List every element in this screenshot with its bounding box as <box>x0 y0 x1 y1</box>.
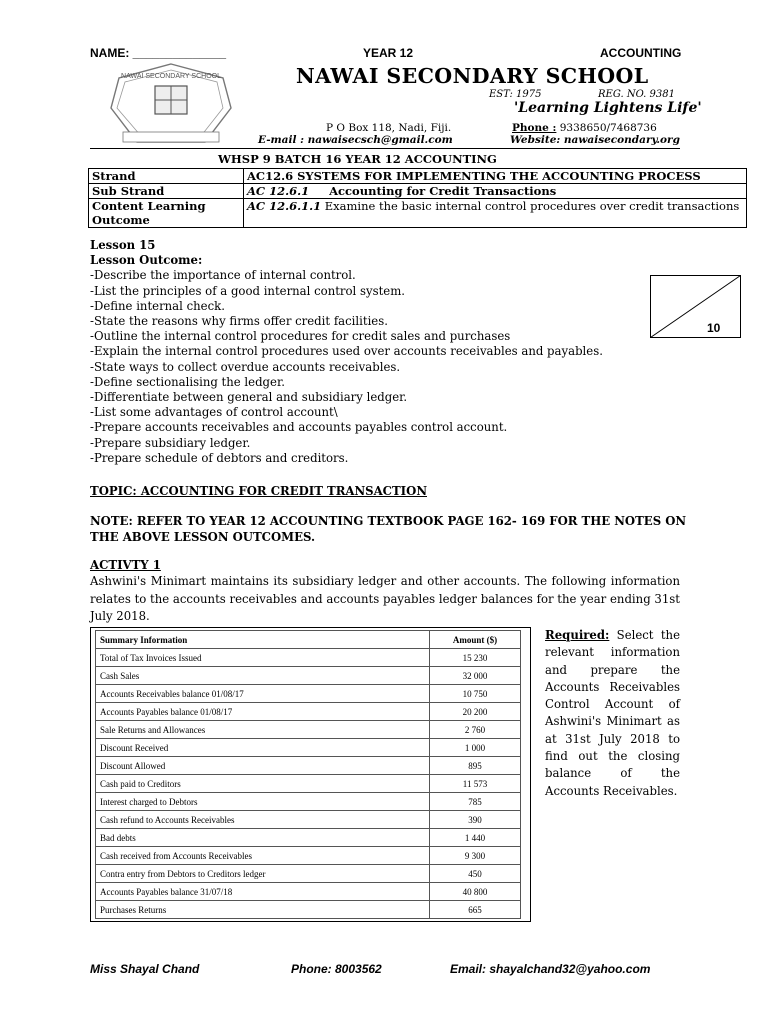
summary-item: Cash received from Accounts Receivables <box>96 847 430 865</box>
activity-text: Ashwini's Minimart maintains its subsidiary ledger and other accounts. The following information relates to the accounts receivables and accounts payables ledger balances for the year ending 31st July 2018. <box>90 574 680 623</box>
table-row <box>96 667 521 685</box>
list-item: -Prepare accounts receivables and accounts payables control account. <box>90 420 508 435</box>
school-logo <box>105 62 237 148</box>
list-item: -List some advantages of control account\ <box>90 405 338 420</box>
summary-amount: 32 000 <box>430 667 521 685</box>
list-item: -Differentiate between general and subsidiary ledger. <box>90 390 408 405</box>
substrand-label: Sub Strand <box>89 184 244 199</box>
table-row <box>89 169 747 184</box>
summary-amount: 390 <box>430 811 521 829</box>
column-header-item: Summary Information <box>96 631 430 649</box>
table-row <box>96 901 521 919</box>
summary-item: Sale Returns and Allowances <box>96 721 430 739</box>
summary-item: Contra entry from Debtors to Creditors ledger <box>96 865 430 883</box>
summary-item: Interest charged to Debtors <box>96 793 430 811</box>
table-row <box>96 649 521 667</box>
school-name: NAWAI SECONDARY SCHOOL <box>296 64 649 88</box>
lesson-outcome-heading: Lesson Outcome: <box>90 253 203 268</box>
substrand-text: Accounting for Credit Transactions <box>329 184 557 198</box>
summary-amount: 15 230 <box>430 649 521 667</box>
lesson-outcomes <box>90 238 730 466</box>
summary-table <box>95 630 521 919</box>
topic-heading: TOPIC: ACCOUNTING FOR CREDIT TRANSACTION <box>90 484 427 498</box>
list-item: -Define internal check. <box>90 298 225 313</box>
registration-number: REG. NO. 9381 <box>598 89 675 100</box>
list-item: -Explain the internal control procedures used over accounts receivables and payables. <box>90 344 603 359</box>
summary-amount: 1 440 <box>430 829 521 847</box>
name-field-label: NAME: ______________ <box>90 46 227 60</box>
school-phone <box>512 122 657 134</box>
summary-table-body <box>96 649 521 919</box>
summary-amount: 895 <box>430 757 521 775</box>
phone-number: 9338650/7468736 <box>559 122 657 134</box>
list-item: -Prepare subsidiary ledger. <box>90 435 251 450</box>
worksheet-title: WHSP 9 BATCH 16 YEAR 12 ACCOUNTING <box>218 152 497 166</box>
school-email: E-mail : nawaisecsch@gmail.com <box>258 134 453 146</box>
list-item: -Outline the internal control procedures for credit sales and purchases <box>90 329 511 344</box>
lesson-number: Lesson 15 <box>90 238 156 252</box>
list-item: -Define sectionalising the ledger. <box>90 374 285 389</box>
table-row <box>96 793 521 811</box>
table-row <box>96 739 521 757</box>
table-row <box>96 811 521 829</box>
summary-item: Accounts Receivables balance 01/08/17 <box>96 685 430 703</box>
summary-item: Accounts Payables balance 31/07/18 <box>96 883 430 901</box>
summary-item: Total of Tax Invoices Issued <box>96 649 430 667</box>
summary-item: Discount Allowed <box>96 757 430 775</box>
list-item: -State ways to collect overdue accounts receivables. <box>90 359 401 374</box>
summary-item: Discount Received <box>96 739 430 757</box>
year-label: YEAR 12 <box>363 46 414 60</box>
strand-value: AC12.6 SYSTEMS FOR IMPLEMENTING THE ACCOUNTING PROCESS <box>244 169 747 184</box>
school-address: P O Box 118, Nadi, Fiji. <box>326 122 452 134</box>
school-website: Website: nawaisecondary.org <box>510 134 680 146</box>
summary-item: Cash refund to Accounts Receivables <box>96 811 430 829</box>
required-instructions <box>545 627 680 800</box>
table-row <box>96 721 521 739</box>
subject-label: ACCOUNTING <box>600 46 682 60</box>
table-row <box>89 184 747 199</box>
table-row <box>96 685 521 703</box>
table-row <box>89 199 747 228</box>
footer-email: Email: shayalchand32@yahoo.com <box>450 962 651 976</box>
header-divider <box>90 148 680 149</box>
clo-code: AC 12.6.1.1 <box>247 199 322 213</box>
established-year: EST: 1975 <box>489 89 542 100</box>
summary-item: Bad debts <box>96 829 430 847</box>
strand-label: Strand <box>89 169 244 184</box>
summary-amount: 2 760 <box>430 721 521 739</box>
summary-amount: 40 800 <box>430 883 521 901</box>
required-text: Select the relevant information and prepare the Accounts Receivables Control Account of Ashwini's Minimart as at 31st July 2018 to find out the closing balance of the Accounts Receivables. <box>545 628 680 798</box>
table-row <box>96 757 521 775</box>
table-header-row <box>96 631 521 649</box>
summary-item: Accounts Payables balance 01/08/17 <box>96 703 430 721</box>
strand-info-table <box>88 168 747 228</box>
table-row <box>96 703 521 721</box>
activity-title: ACTIVTY 1 <box>90 558 161 572</box>
footer-phone: Phone: 8003562 <box>291 962 382 976</box>
table-row <box>96 865 521 883</box>
list-item: -State the reasons why firms offer credit facilities. <box>90 314 388 329</box>
summary-item: Purchases Returns <box>96 901 430 919</box>
table-row <box>96 847 521 865</box>
summary-amount: 450 <box>430 865 521 883</box>
summary-amount: 9 300 <box>430 847 521 865</box>
table-row <box>96 829 521 847</box>
textbook-note: NOTE: REFER TO YEAR 12 ACCOUNTING TEXTBOOK PAGE 162- 169 FOR THE NOTES ON THE ABOVE LESSON OUTCOMES. <box>90 514 687 544</box>
list-item: -Prepare schedule of debtors and creditors. <box>90 450 349 465</box>
clo-text: Examine the basic internal control procedures over credit transactions <box>321 199 740 213</box>
column-header-amount: Amount ($) <box>430 631 521 649</box>
list-item: -Describe the importance of internal control. <box>90 268 356 283</box>
table-row <box>96 775 521 793</box>
substrand-code: AC 12.6.1 <box>247 184 310 198</box>
table-row <box>96 883 521 901</box>
summary-item: Cash paid to Creditors <box>96 775 430 793</box>
school-motto: 'Learning Lightens Life' <box>514 100 702 116</box>
summary-amount: 1 000 <box>430 739 521 757</box>
summary-amount: 10 750 <box>430 685 521 703</box>
score-box <box>650 275 741 338</box>
phone-label: Phone : <box>512 122 557 134</box>
footer-teacher: Miss Shayal Chand <box>90 962 200 976</box>
summary-amount: 785 <box>430 793 521 811</box>
score-total: 10 <box>707 321 721 335</box>
list-item: -List the principles of a good internal control system. <box>90 283 405 298</box>
summary-amount: 11 573 <box>430 775 521 793</box>
summary-amount: 20 200 <box>430 703 521 721</box>
summary-item: Cash Sales <box>96 667 430 685</box>
clo-label: Content Learning Outcome <box>89 199 244 228</box>
summary-table-frame <box>90 627 531 922</box>
summary-amount: 665 <box>430 901 521 919</box>
required-label: Required: <box>545 628 610 642</box>
logo-top-text: NAWAI SECONDARY SCHOOL <box>121 73 221 80</box>
